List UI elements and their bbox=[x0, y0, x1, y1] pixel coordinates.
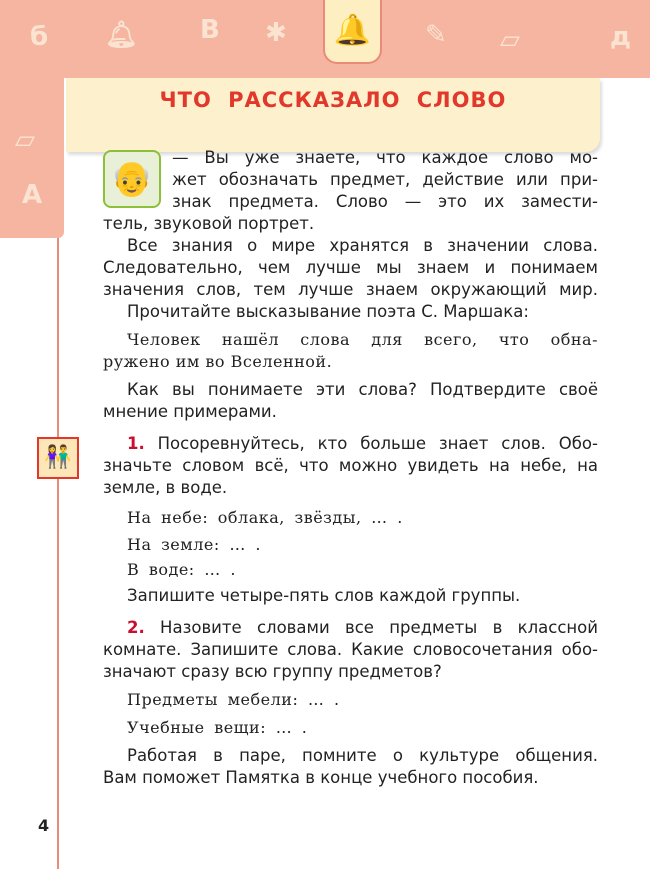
text-line: значения слов, тем лучше знаем окружающий мир. bbox=[103, 280, 598, 299]
maple-leaf-icon: ✱ bbox=[265, 18, 287, 48]
exercise-2-line bbox=[127, 618, 598, 637]
letter-d-icon: д bbox=[610, 22, 631, 52]
page-number: 4 bbox=[38, 816, 50, 835]
text-line: Посоревнуйтесь, кто больше знает слов. Обо- bbox=[144, 434, 598, 453]
text-line: жет обозначать предмет, действие или при- bbox=[172, 170, 598, 189]
pencil-icon: ✎ bbox=[425, 20, 447, 50]
answer-line: Предметы мебели: … . bbox=[127, 690, 340, 709]
answer-line: В воде: … . bbox=[127, 560, 236, 579]
text-line: Работая в паре, помните о культуре общения. bbox=[127, 746, 598, 765]
book-icon: ▱ bbox=[15, 125, 35, 155]
text-line: Прочитайте высказывание поэта С. Маршака: bbox=[127, 302, 529, 321]
text-line: тель, звуковой портрет. bbox=[103, 214, 315, 233]
text-line: Как вы понимаете эти слова? Подтвердите своё bbox=[127, 380, 598, 399]
quote-line: ружено им во Вселенной. bbox=[103, 352, 333, 371]
pair-work-icon: 👫 bbox=[37, 437, 79, 479]
margin-line bbox=[57, 238, 59, 869]
letter-b-icon: б bbox=[30, 22, 49, 52]
text-line: Вам поможет Памятка в конце учебного пособия. bbox=[103, 768, 539, 787]
text-line: комнате. Запишите слова. Какие словосочетания обо- bbox=[103, 640, 598, 659]
page-title: ЧТО РАССКАЗАЛО СЛОВО bbox=[159, 88, 507, 112]
text-line: — Вы уже знаете, что каждое слово мо- bbox=[172, 148, 598, 167]
text-line: значьте словом всё, что можно увидеть на небе, на bbox=[103, 456, 598, 475]
text-line: Запишите четыре-пять слов каждой группы. bbox=[127, 586, 521, 605]
exercise-number: 1. bbox=[127, 434, 145, 453]
text-line: земле, в воде. bbox=[103, 478, 228, 497]
book-icon: ▱ bbox=[500, 25, 520, 55]
bell-icon: 🔔 bbox=[323, 0, 382, 64]
text-line: знак предмета. Слово — это их замести- bbox=[172, 192, 598, 211]
exercise-number: 2. bbox=[127, 618, 145, 637]
exercise-1-line bbox=[127, 434, 598, 453]
answer-line: На небе: облака, звёзды, … . bbox=[127, 508, 403, 527]
answer-line: На земле: … . bbox=[127, 535, 261, 554]
text-line: Назовите словами все предметы в классной bbox=[144, 618, 598, 637]
quote-line: Человек нашёл слова для всего, что обна- bbox=[127, 330, 598, 349]
text-line: Все знания о мире хранятся в значении слова. bbox=[127, 236, 598, 255]
letter-a-icon: А bbox=[22, 180, 43, 210]
text-line: Следовательно, чем лучше мы знаем и понимаем bbox=[103, 258, 598, 277]
bell-outline-icon: 🔔︎ bbox=[105, 20, 139, 50]
answer-line: Учебные вещи: … . bbox=[127, 718, 308, 737]
text-line: мнение примерами. bbox=[103, 402, 277, 421]
teacher-avatar: 👴 bbox=[103, 150, 161, 208]
letter-v-icon: В bbox=[200, 15, 220, 45]
text-line: значают сразу всю группу предметов? bbox=[103, 662, 442, 681]
